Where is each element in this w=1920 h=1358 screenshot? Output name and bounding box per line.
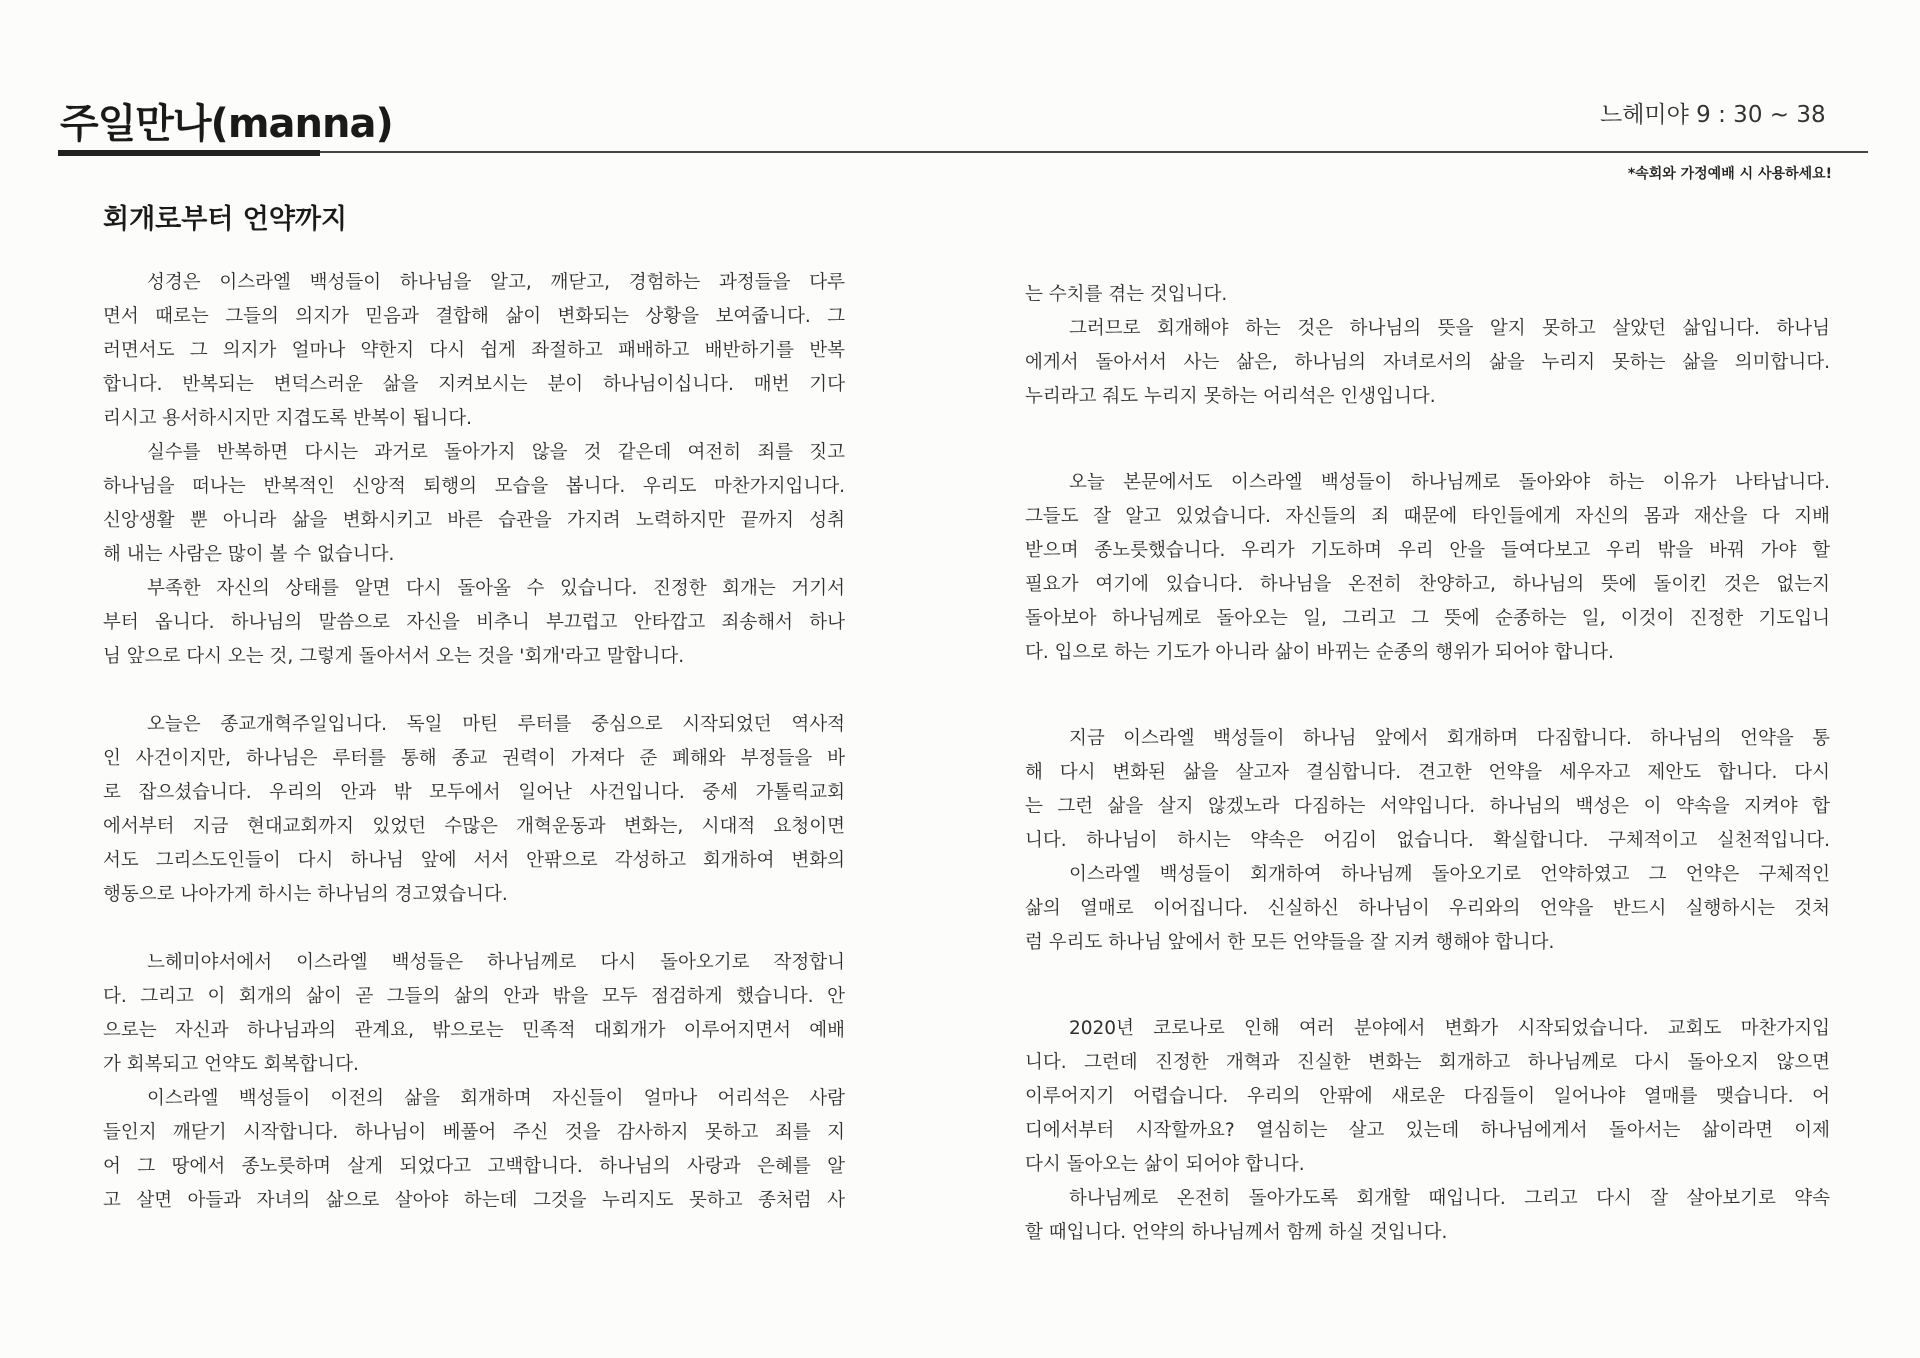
scripture-reference: 느헤미야 9 : 30 ~ 38 [1600,102,1826,128]
text-line: 그러므로 회개해야 하는 것은 하나님의 뜻을 알지 못하고 살았던 삶입니다. 하나님 [1069,318,1830,339]
right-column [1025,278,1830,1250]
text-line: 받으며 종노릇했습니다. 우리가 기도하며 우리 안을 들여다보고 우리 밖을 바꿔 가야 할 [1025,540,1830,561]
text-line: 실수를 반복하면 다시는 과거로 돌아가지 않을 것 같은데 여전히 죄를 짓고 [147,442,845,463]
text-line: 해 다시 변화된 삶을 살고자 결심합니다. 견고한 언약을 세우자고 제안도 합니다. 다시 [1025,762,1830,783]
text-line: 다. 입으로 하는 기도가 아니라 삶이 바뀌는 순종의 행위가 되어야 합니다. [1025,642,1614,663]
text-line: 성경은 이스라엘 백성들이 하나님을 알고, 깨닫고, 경험하는 과정들을 다루 [147,272,845,293]
text-line: 니다. 그런데 진정한 개혁과 진실한 변화는 회개하고 하나님께로 다시 돌아오지 않으면 [1025,1052,1830,1073]
text-line: 가 회복되고 언약도 회복합니다. [103,1054,359,1075]
text-line: 하나님께로 온전히 돌아가도록 회개할 때입니다. 그리고 다시 잘 살아보기로 약속 [1069,1188,1830,1209]
text-line: 필요가 여기에 있습니다. 하나님을 온전히 찬양하고, 하나님의 뜻에 돌이킨 것은 없는지 [1025,574,1830,595]
text-line: 이스라엘 백성들이 회개하여 하나님께 돌아오기로 언약하였고 그 언약은 구체적인 [1069,864,1830,885]
paragraph-gap [1025,414,1830,466]
text-line: 니다. 하나님이 하시는 약속은 어김이 없습니다. 확실합니다. 구체적이고 실천적입니다. [1025,830,1830,851]
text-line: 으로는 자신과 하나님과의 관계요, 밖으로는 민족적 대회개가 이루어지면서 예배 [103,1020,845,1041]
header-divider [58,151,1868,153]
text-line: 느헤미야서에서 이스라엘 백성들은 하나님께로 다시 돌아오기로 작정합니 [147,952,845,973]
text-line: 는 수치를 겪는 것입니다. [1025,284,1228,305]
text-line: 이스라엘 백성들이 이전의 삶을 회개하며 자신들이 얼마나 어리석은 사람 [147,1088,845,1109]
paragraph-gap [103,912,845,946]
text-line: 들인지 깨닫기 시작합니다. 하나님이 베풀어 주신 것을 감사하지 못하고 죄를 지 [103,1122,845,1143]
text-line: 오늘 본문에서도 이스라엘 백성들이 하나님께로 돌아와야 하는 이유가 나타납니다. [1069,472,1830,493]
section-title: 회개로부터 언약까지 [103,204,348,235]
text-line: 에서부터 지금 현대교회까지 있었던 수많은 개혁운동과 변화는, 시대적 요청이면 [103,816,845,837]
text-line: 어 그 땅에서 종노릇하며 살게 되었다고 고백합니다. 하나님의 사랑과 은혜를 알 [103,1156,845,1177]
paragraph-gap [103,674,845,708]
text-line: 면서 때로는 그들의 의지가 믿음과 결합해 삶이 변화되는 상황을 보여줍니다. 그 [103,306,845,327]
text-line: 럼 우리도 하나님 앞에서 한 모든 언약들을 잘 지켜 행해야 합니다. [1025,932,1555,953]
text-line: 서도 그리스도인들이 다시 하나님 앞에 서서 안팎으로 각성하고 회개하여 변화의 [103,850,845,871]
text-line: 하나님을 떠나는 반복적인 신앙적 퇴행의 모습을 봅니다. 우리도 마찬가지입니다. [103,476,845,497]
text-line: 리시고 용서하시지만 지겹도록 반복이 됩니다. [103,408,472,429]
text-line: 돌아보아 하나님께로 돌아오는 일, 그리고 그 뜻에 순종하는 일, 이것이 진정한 기도입니 [1025,608,1830,629]
text-line: 오늘은 종교개혁주일입니다. 독일 마틴 루터를 중심으로 시작되었던 역사적 [147,714,845,735]
text-line: 누리라고 줘도 누리지 못하는 어리석은 인생입니다. [1025,386,1436,407]
text-line: 행동으로 나아가게 하시는 하나님의 경고였습니다. [103,884,508,905]
text-line: 그들도 잘 알고 있었습니다. 자신들의 죄 때문에 타인들에게 자신의 몸과 재산을 다 지배 [1025,506,1830,527]
text-line: 해 내는 사람은 많이 볼 수 없습니다. [103,544,395,565]
text-line: 삶의 열매로 이어집니다. 신실하신 하나님이 우리와의 언약을 반드시 실행하시는 것처 [1025,898,1830,919]
text-line: 2020년 코로나로 인해 여러 분야에서 변화가 시작되었습니다. 교회도 마찬가지입 [1069,1018,1830,1039]
text-line: 지금 이스라엘 백성들이 하나님 앞에서 회개하며 다짐합니다. 하나님의 언약을 통 [1069,728,1830,749]
text-line: 에게서 돌아서서 사는 삶은, 하나님의 자녀로서의 삶을 누리지 못하는 삶을 의미합니다. [1025,352,1830,373]
usage-note: *속회와 가정예배 시 사용하세요! [1627,166,1832,182]
text-line: 인 사건이지만, 하나님은 루터를 통해 종교 권력이 가져다 준 폐해와 부정들을 바 [103,748,845,769]
text-line: 디에서부터 시작할까요? 열심히는 살고 있는데 하나님에게서 돌아서는 삶이라면 이제 [1025,1120,1830,1141]
text-line: 로 잡으셨습니다. 우리의 안과 밖 모두에서 일어난 사건입니다. 중세 가톨릭교회 [103,782,845,803]
text-line: 는 그런 삶을 살지 않겠노라 다짐하는 서약입니다. 하나님의 백성은 이 약속을 지켜야 합 [1025,796,1830,817]
paragraph-gap [1025,960,1830,1012]
text-line: 부터 옵니다. 하나님의 말씀으로 자신을 비추니 부끄럽고 안타깝고 죄송해서 하나 [103,612,845,633]
text-line: 러면서도 그 의지가 얼마나 약한지 다시 쉽게 좌절하고 패배하고 배반하기를 반복 [103,340,845,361]
text-line: 이루어지기 어렵습니다. 우리의 안팎에 새로운 다짐들이 일어나야 열매를 맺습니다. 어 [1025,1086,1830,1107]
left-column [103,266,845,1218]
text-line: 합니다. 반복되는 변덕스러운 삶을 지켜보시는 분이 하나님이십니다. 매번 기다 [103,374,845,395]
text-line: 부족한 자신의 상태를 알면 다시 돌아올 수 있습니다. 진정한 회개는 거기서 [147,578,845,599]
text-line: 할 때입니다. 언약의 하나님께서 함께 하실 것입니다. [1025,1222,1448,1243]
text-line: 다시 돌아오는 삶이 되어야 합니다. [1025,1154,1305,1175]
text-line: 고 살면 아들과 자녀의 삶으로 살아야 하는데 그것을 누리지도 못하고 종처럼 사 [103,1190,845,1211]
page-title: 주일만나(manna) [60,101,393,147]
text-line: 신앙생활 뿐 아니라 삶을 변화시키고 바른 습관을 가지려 노력하지만 끝까지 성취 [103,510,845,531]
text-line: 님 앞으로 다시 오는 것, 그렇게 돌아서서 오는 것을 '회개'라고 말합니다. [103,646,685,667]
paragraph-gap [1025,670,1830,722]
text-line: 다. 그리고 이 회개의 삶이 곧 그들의 삶의 안과 밖을 모두 점검하게 했습니다. 안 [103,986,845,1007]
header-accent-bar [58,150,320,156]
